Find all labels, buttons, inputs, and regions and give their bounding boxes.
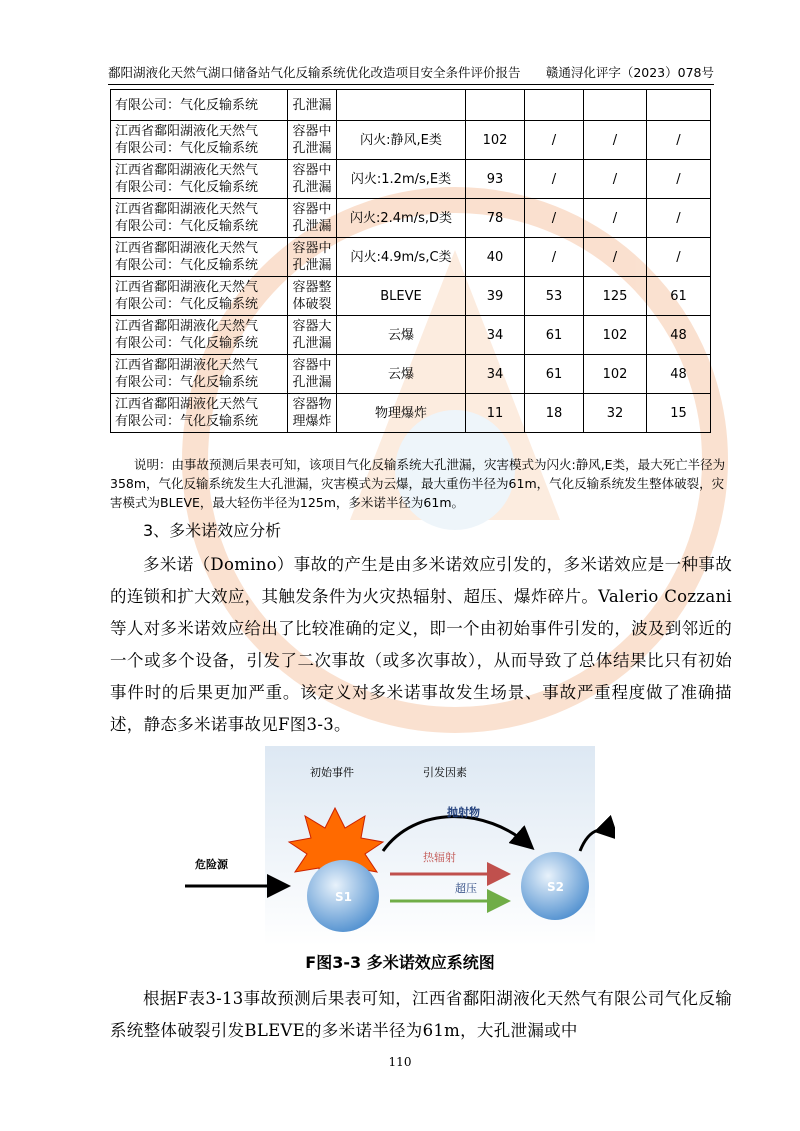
table-cell-text: 125 bbox=[602, 288, 628, 304]
table-row bbox=[111, 394, 711, 433]
table-cell-text: 闪火:2.4m/s,D类 bbox=[349, 210, 452, 226]
table-cell-text: 48 bbox=[670, 366, 687, 382]
table-cell-text: 容器中 bbox=[292, 241, 332, 256]
table-note: 说明：由事故预测后果表可知，该项目气化反输系统大孔泄漏，灾害模式为闪火:静风,E类，最大死亡半径为358m，气化反输系统发生大孔泄漏，灾害模式为云爆，最大重伤半径为61m，气化反输系统发生整体破裂，灾害模式为BLEVE，最大轻伤半径为125m，多米诺半径为61m。 bbox=[110, 457, 726, 510]
table-cell-value bbox=[466, 160, 525, 199]
table-cell-text: 有限公司：气化反输系统 bbox=[115, 336, 259, 351]
table-cell-mode bbox=[337, 316, 466, 355]
domino-effect-diagram bbox=[185, 746, 615, 946]
table-cell-event bbox=[288, 160, 337, 199]
table-cell-event bbox=[288, 316, 337, 355]
table-cell-text: 48 bbox=[670, 327, 687, 343]
table-cell-text: / bbox=[676, 210, 681, 226]
table-cell-value bbox=[584, 394, 647, 433]
header-report-number: 赣通浔化评字（2023）078号 bbox=[545, 65, 714, 80]
table-cell-unit bbox=[111, 121, 288, 160]
table-cell-value bbox=[584, 199, 647, 238]
table-cell-text: 孔泄漏 bbox=[292, 180, 332, 195]
table-cell-event: 孔泄漏 bbox=[288, 90, 337, 121]
table-cell-text: 江西省鄱阳湖液化天然气 bbox=[115, 202, 259, 217]
table-cell-value bbox=[525, 238, 584, 277]
table-cell-value bbox=[525, 316, 584, 355]
table-cell-text: 孔泄漏 bbox=[292, 336, 332, 351]
table-cell-value bbox=[525, 160, 584, 199]
table-cell-value bbox=[584, 355, 647, 394]
table-cell-text: 34 bbox=[486, 327, 504, 343]
label-projectile: 抛射物 bbox=[447, 806, 480, 819]
table-cell-value bbox=[466, 394, 525, 433]
table-cell-value bbox=[584, 160, 647, 199]
table-cell-text: 53 bbox=[545, 288, 563, 304]
table-cell-text: / bbox=[612, 132, 618, 148]
table-cell-value bbox=[525, 355, 584, 394]
table-cell-text: 闪火:静风,E类 bbox=[360, 132, 442, 148]
table-cell-unit bbox=[111, 199, 288, 238]
table-cell-text: 93 bbox=[486, 171, 504, 187]
table-cell-value bbox=[466, 355, 525, 394]
table-row bbox=[111, 121, 711, 160]
table-cell-value bbox=[466, 277, 525, 316]
table-row bbox=[111, 355, 711, 394]
table-cell-text: / bbox=[551, 171, 557, 187]
label-s1: S1 bbox=[335, 890, 352, 904]
table-cell-text: 容器整 bbox=[292, 280, 332, 295]
table-cell-unit bbox=[111, 160, 288, 199]
table-row bbox=[111, 199, 711, 238]
table-cell-text: 闪火:4.9m/s,C类 bbox=[350, 249, 452, 265]
table-cell-text: / bbox=[551, 210, 557, 226]
table-cell-value bbox=[466, 121, 525, 160]
header-report-title: 鄱阳湖液化天然气湖口储备站气化反输系统优化改造项目安全条件评价报告 bbox=[108, 65, 521, 80]
table-cell-value bbox=[466, 199, 525, 238]
table-cell-value bbox=[525, 277, 584, 316]
label-trigger-factor: 引发因素 bbox=[423, 766, 467, 779]
table-cell-text: 孔泄漏 bbox=[292, 258, 332, 273]
table-cell-text: 孔泄漏 bbox=[292, 141, 332, 156]
table-cell-unit bbox=[111, 277, 288, 316]
table-cell-event bbox=[288, 277, 337, 316]
table-cell-text: 容器中 bbox=[292, 163, 332, 178]
table-cell-text: 云爆 bbox=[387, 366, 414, 382]
table-cell-text: 34 bbox=[486, 366, 504, 382]
table-cell-text: 61 bbox=[545, 327, 563, 343]
table-cell-value bbox=[647, 238, 711, 277]
table-cell-text: 容器中 bbox=[292, 124, 332, 139]
table-cell-text: 102 bbox=[482, 132, 508, 148]
paragraph-domino-radius: 根据F表3-13事故预测后果表可知，江西省鄱阳湖液化天然气有限公司气化反输系统整体破裂引发BLEVE的多米诺半径为61m，大孔泄漏或中 bbox=[110, 989, 732, 1040]
section-heading: 3、多米诺效应分析 bbox=[143, 521, 282, 540]
table-cell-mode bbox=[337, 160, 466, 199]
table-cell-mode bbox=[337, 277, 466, 316]
table-cell-value bbox=[525, 121, 584, 160]
table-row bbox=[111, 160, 711, 199]
table-cell-value bbox=[584, 316, 647, 355]
label-s2: S2 bbox=[547, 880, 564, 894]
table-cell-text: 闪火:1.2m/s,E类 bbox=[350, 171, 452, 187]
table-cell-text: / bbox=[612, 171, 618, 187]
table-cell-text: 理爆炸 bbox=[292, 414, 332, 429]
table-cell-text: 39 bbox=[486, 288, 504, 304]
table-cell-text: 孔泄漏 bbox=[292, 219, 332, 234]
table-cell-value bbox=[466, 90, 525, 121]
table-cell-mode bbox=[337, 238, 466, 277]
label-initial-event: 初始事件 bbox=[310, 766, 354, 779]
label-overpressure: 超压 bbox=[455, 882, 477, 895]
table-cell-mode bbox=[337, 90, 466, 121]
table-cell-unit bbox=[111, 394, 288, 433]
table-cell-value bbox=[466, 238, 525, 277]
table-row bbox=[111, 90, 711, 121]
table-cell-text: 102 bbox=[602, 327, 628, 343]
table-cell-text: / bbox=[676, 171, 681, 187]
table-cell-value bbox=[584, 277, 647, 316]
table-row bbox=[111, 316, 711, 355]
table-cell-text: / bbox=[551, 132, 557, 148]
table-cell-event bbox=[288, 355, 337, 394]
table-cell-text: 有限公司：气化反输系统 bbox=[115, 258, 259, 273]
table-cell-value bbox=[647, 355, 711, 394]
table-cell-value bbox=[584, 238, 647, 277]
table-cell-text: 11 bbox=[486, 405, 504, 421]
table-cell-value bbox=[525, 90, 584, 121]
table-cell-text: 15 bbox=[670, 405, 687, 421]
table-cell-text: 容器中 bbox=[292, 202, 332, 217]
table-cell-text: 有限公司：气化反输系统 bbox=[115, 375, 259, 390]
table-cell-text: 江西省鄱阳湖液化天然气 bbox=[115, 241, 259, 256]
table-cell-text: 78 bbox=[486, 210, 504, 226]
table-cell-text: / bbox=[612, 210, 618, 226]
table-cell-text: 40 bbox=[486, 249, 504, 265]
table-body bbox=[111, 121, 711, 433]
table-row bbox=[111, 277, 711, 316]
table-cell-text: 有限公司：气化反输系统 bbox=[115, 414, 259, 429]
table-cell-text: 有限公司：气化反输系统 bbox=[115, 219, 259, 234]
table-cell-text: 江西省鄱阳湖液化天然气 bbox=[115, 319, 259, 334]
table-cell-text: / bbox=[676, 249, 681, 265]
table-cell-text: 61 bbox=[545, 366, 563, 382]
page-number: 110 bbox=[388, 1055, 412, 1069]
table-cell-text: 32 bbox=[606, 405, 624, 421]
table-cell-text: 有限公司：气化反输系统 bbox=[115, 141, 259, 156]
table-cell-unit bbox=[111, 238, 288, 277]
table-cell-text: 孔泄漏 bbox=[292, 375, 332, 390]
table-cell-text: 江西省鄱阳湖液化天然气 bbox=[115, 280, 259, 295]
table-cell-text: 容器中 bbox=[292, 358, 332, 373]
table-cell-text: 云爆 bbox=[387, 327, 414, 343]
table-cell-value bbox=[647, 277, 711, 316]
table-cell-unit bbox=[111, 355, 288, 394]
table-cell-value bbox=[647, 121, 711, 160]
table-cell-event bbox=[288, 394, 337, 433]
table-cell-value bbox=[647, 199, 711, 238]
table-cell-event bbox=[288, 238, 337, 277]
table-cell-value bbox=[647, 160, 711, 199]
table-cell-text: 体破裂 bbox=[292, 297, 332, 312]
accident-consequence-table bbox=[110, 89, 711, 433]
label-heat-radiation: 热辐射 bbox=[423, 851, 456, 864]
table-cell-value bbox=[525, 199, 584, 238]
paragraph-domino-definition: 多米诺（Domino）事故的产生是由多米诺效应引发的，多米诺效应是一种事故的连锁和扩大效应，其触发条件为火灾热辐射、超压、爆炸碎片。Valerio Cozzani等人对多米诺效应给出了比较准确的定义，即一个由初始事件引发的，波及到邻近的一个或多个设备，引发了二次事故（或多次事故），从而导致了总体结果比只有初始事件时的后果更加严重。该定义对多米诺事故发生场景、事故严重程度做了准确描述，静态多米诺事故见F图3-3。 bbox=[110, 555, 732, 734]
table-cell-mode bbox=[337, 394, 466, 433]
page-header bbox=[108, 62, 714, 85]
table-cell-value bbox=[584, 90, 647, 121]
table-cell-text: / bbox=[676, 132, 681, 148]
table-cell-text: 物理爆炸 bbox=[374, 405, 427, 421]
table-cell-value bbox=[525, 394, 584, 433]
table-row bbox=[111, 238, 711, 277]
table-cell-value bbox=[466, 316, 525, 355]
table-cell-text: 江西省鄱阳湖液化天然气 bbox=[115, 163, 259, 178]
table-cell-text: BLEVE bbox=[380, 288, 422, 304]
table-cell-mode bbox=[337, 199, 466, 238]
table-cell-text: 有限公司：气化反输系统 bbox=[115, 297, 259, 312]
table-cell-text: 江西省鄱阳湖液化天然气 bbox=[115, 397, 259, 412]
label-hazard-source: 危险源 bbox=[195, 858, 228, 871]
table-cell-text: 江西省鄱阳湖液化天然气 bbox=[115, 358, 259, 373]
table-cell-event bbox=[288, 121, 337, 160]
table-cell-event bbox=[288, 199, 337, 238]
table-cell-text: / bbox=[612, 249, 618, 265]
table-cell-text: 有限公司：气化反输系统 bbox=[115, 180, 259, 195]
table-cell-unit bbox=[111, 316, 288, 355]
table-cell-text: 容器大 bbox=[292, 319, 332, 334]
table-cell-value bbox=[647, 394, 711, 433]
table-cell-value bbox=[584, 121, 647, 160]
table-cell-text: 容器物 bbox=[292, 397, 332, 412]
table-cell-text: 61 bbox=[670, 288, 687, 304]
table-cell-value bbox=[647, 90, 711, 121]
table-cell-text: 18 bbox=[545, 405, 563, 421]
table-cell-unit: 有限公司：气化反输系统 bbox=[111, 90, 288, 121]
figure-caption: F图3-3 多米诺效应系统图 bbox=[305, 953, 495, 972]
table-cell-mode bbox=[337, 355, 466, 394]
table-cell-text: 江西省鄱阳湖液化天然气 bbox=[115, 124, 259, 139]
table-cell-value bbox=[647, 316, 711, 355]
table-cell-text: 102 bbox=[602, 366, 628, 382]
table-cell-mode bbox=[337, 121, 466, 160]
table-cell-text: / bbox=[551, 249, 557, 265]
